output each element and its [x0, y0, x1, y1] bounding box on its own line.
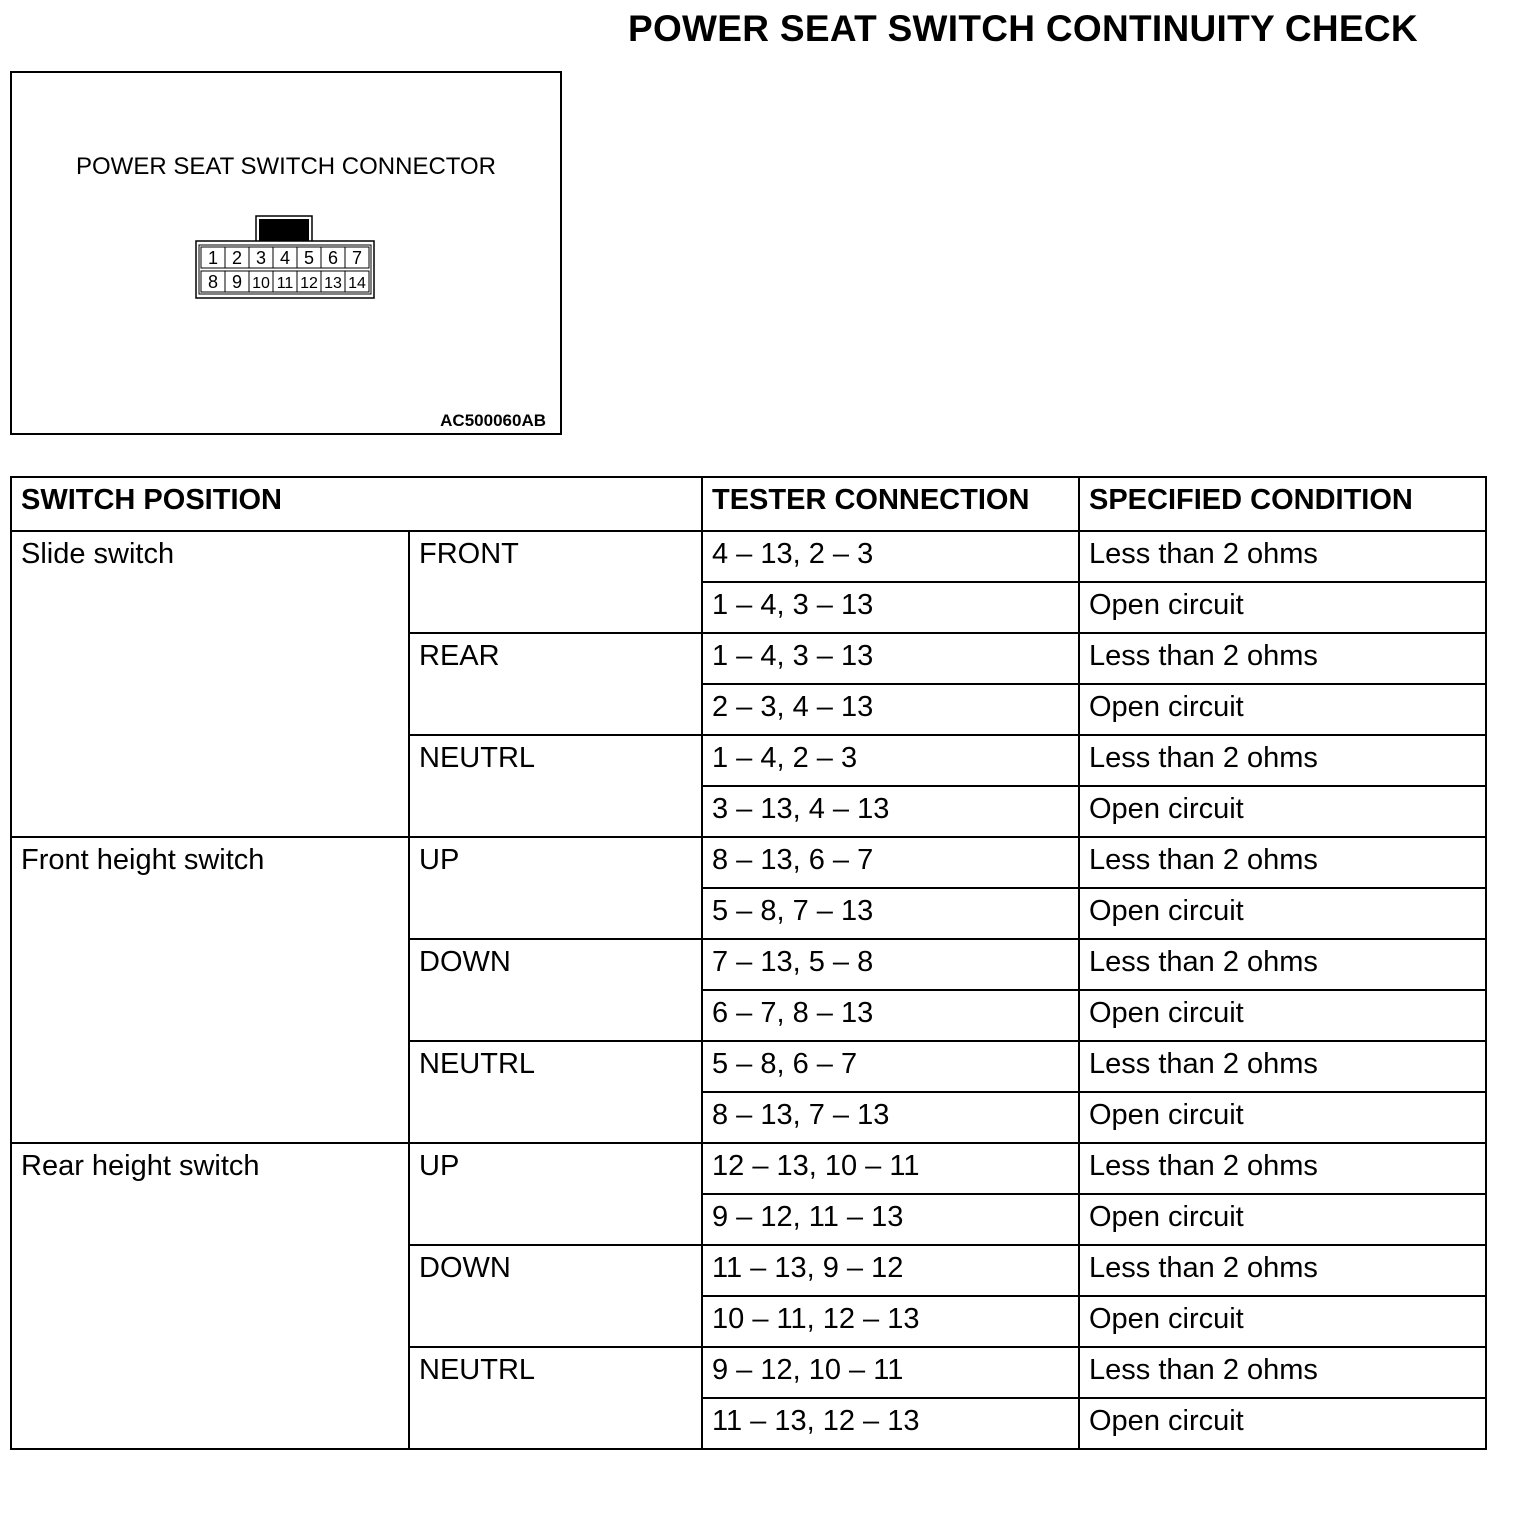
specified-condition-cell: Less than 2 ohms [1079, 735, 1486, 786]
connector-figure [10, 71, 562, 435]
figure-code: AC500060AB [440, 411, 546, 430]
header-row [11, 477, 1486, 531]
tester-connection-cell: 3 – 13, 4 – 13 [702, 786, 1079, 837]
specified-condition-cell: Open circuit [1079, 1194, 1486, 1245]
pin-number: 9 [231, 272, 243, 292]
position-cell: NEUTRL [409, 1041, 702, 1143]
switch-name-cell: Slide switch [11, 531, 409, 837]
specified-condition-cell: Open circuit [1079, 888, 1486, 939]
specified-condition-cell: Less than 2 ohms [1079, 531, 1486, 582]
specified-condition-cell: Less than 2 ohms [1079, 939, 1486, 990]
specified-condition-cell: Open circuit [1079, 684, 1486, 735]
continuity-table [10, 476, 1487, 1450]
tester-connection-cell: 4 – 13, 2 – 3 [702, 531, 1079, 582]
position-cell: REAR [409, 633, 702, 735]
table-body [11, 477, 1486, 1449]
tester-connection-cell: 12 – 13, 10 – 11 [702, 1143, 1079, 1194]
pin-number: 1 [207, 248, 219, 268]
switch-name-cell: Front height switch [11, 837, 409, 1143]
tester-connection-cell: 11 – 13, 9 – 12 [702, 1245, 1079, 1296]
table-row [11, 1143, 1486, 1194]
table-row [11, 837, 1486, 888]
position-cell: DOWN [409, 939, 702, 1041]
pin-number: 10 [252, 275, 270, 292]
tester-connection-cell: 9 – 12, 11 – 13 [702, 1194, 1079, 1245]
position-cell: UP [409, 837, 702, 939]
tester-connection-cell: 1 – 4, 2 – 3 [702, 735, 1079, 786]
specified-condition-cell: Less than 2 ohms [1079, 837, 1486, 888]
pin-number: 3 [255, 248, 267, 268]
switch-name-cell: Rear height switch [11, 1143, 409, 1449]
connector-diagram [195, 215, 375, 299]
position-cell: NEUTRL [409, 1347, 702, 1449]
tester-connection-cell: 1 – 4, 3 – 13 [702, 633, 1079, 684]
position-cell: FRONT [409, 531, 702, 633]
tester-connection-cell: 1 – 4, 3 – 13 [702, 582, 1079, 633]
tester-connection-cell: 8 – 13, 7 – 13 [702, 1092, 1079, 1143]
pin-number: 14 [348, 275, 366, 292]
position-cell: NEUTRL [409, 735, 702, 837]
tester-connection-cell: 5 – 8, 6 – 7 [702, 1041, 1079, 1092]
tester-connection-cell: 5 – 8, 7 – 13 [702, 888, 1079, 939]
tester-connection-cell: 7 – 13, 5 – 8 [702, 939, 1079, 990]
tester-connection-cell: 11 – 13, 12 – 13 [702, 1398, 1079, 1449]
table-row [11, 531, 1486, 582]
specified-condition-cell: Open circuit [1079, 1092, 1486, 1143]
tester-connection-cell: 6 – 7, 8 – 13 [702, 990, 1079, 1041]
connector-latch-fill [259, 219, 309, 243]
tester-connection-cell: 8 – 13, 6 – 7 [702, 837, 1079, 888]
page-title: POWER SEAT SWITCH CONTINUITY CHECK [628, 8, 1418, 49]
specified-condition-cell: Less than 2 ohms [1079, 633, 1486, 684]
connector-label: POWER SEAT SWITCH CONNECTOR [75, 153, 497, 180]
specified-condition-cell: Open circuit [1079, 990, 1486, 1041]
pin-number: 6 [327, 248, 339, 268]
tester-connection-cell: 2 – 3, 4 – 13 [702, 684, 1079, 735]
position-cell: DOWN [409, 1245, 702, 1347]
pin-number: 12 [300, 275, 318, 292]
specified-condition-cell: Open circuit [1079, 1398, 1486, 1449]
position-cell: UP [409, 1143, 702, 1245]
tester-connection-cell: 10 – 11, 12 – 13 [702, 1296, 1079, 1347]
pin-number: 4 [279, 248, 291, 268]
tester-connection-cell: 9 – 12, 10 – 11 [702, 1347, 1079, 1398]
pin-number: 7 [351, 248, 363, 268]
pin-number: 13 [324, 275, 342, 292]
pin-number: 8 [207, 272, 219, 292]
specified-condition-cell: Open circuit [1079, 582, 1486, 633]
pin-number: 2 [231, 248, 243, 268]
specified-condition-cell: Less than 2 ohms [1079, 1143, 1486, 1194]
specified-condition-cell: Less than 2 ohms [1079, 1245, 1486, 1296]
specified-condition-cell: Open circuit [1079, 786, 1486, 837]
header-specified-condition: SPECIFIED CONDITION [1079, 477, 1486, 531]
pin-number: 11 [276, 275, 294, 292]
header-switch-position: SWITCH POSITION [11, 477, 702, 531]
header-tester-connection: TESTER CONNECTION [702, 477, 1079, 531]
pin-number: 5 [303, 248, 315, 268]
specified-condition-cell: Less than 2 ohms [1079, 1347, 1486, 1398]
specified-condition-cell: Less than 2 ohms [1079, 1041, 1486, 1092]
specified-condition-cell: Open circuit [1079, 1296, 1486, 1347]
